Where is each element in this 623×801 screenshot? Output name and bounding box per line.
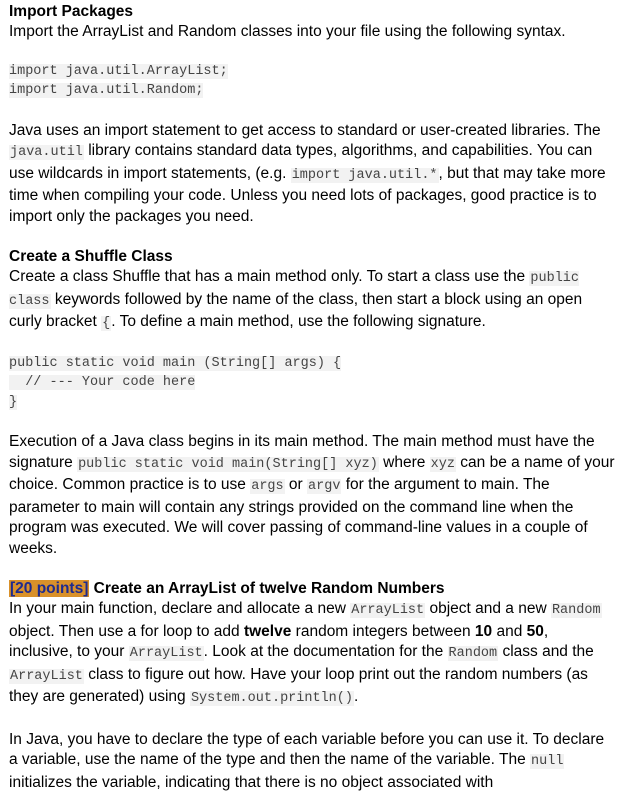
inline-code: args xyxy=(251,479,284,494)
code-line: import java.util.Random; xyxy=(9,83,204,98)
code-line: // --- Your code here xyxy=(9,375,196,390)
code-line: import java.util.ArrayList; xyxy=(9,63,228,79)
section-title-shuffle-class: Create a Shuffle Class xyxy=(9,248,173,265)
inline-code: java.util xyxy=(10,145,83,160)
main-method-explanation: Execution of a Java class begins in its main method. The main method must have the signature public static void main(String[] xyz) where xyz can be a name of your choice. Common practice is to use args or argv for the argument to main. The parameter to main will contain any strings provided on the command line when the program was executed. We will cover passing of command-line values in a couple of weeks. xyxy=(9,433,615,557)
section-title-arraylist: [20 points] Create an ArrayList of twelve Random Numbers xyxy=(10,580,445,597)
inline-code: { xyxy=(102,316,111,331)
import-code-block xyxy=(9,62,615,101)
code-line: } xyxy=(9,394,18,410)
declaration-explanation: In Java, you have to declare the type of each variable before you can use it. To declare a variable, use the name of the type and then the name of the variable. The null initializes the variable, indicating that there is no object associated with xyxy=(9,730,605,791)
inline-code: System.out.println() xyxy=(190,691,353,706)
inline-code: null xyxy=(531,754,564,769)
inline-code: Random xyxy=(448,646,498,661)
inline-code: import java.util.* xyxy=(291,167,438,183)
import-intro: Import the ArrayList and Random classes into your file using the following syntax. xyxy=(9,23,566,40)
inline-code: ArrayList xyxy=(10,668,83,684)
import-explanation: Java uses an import statement to get access to standard or user-created libraries. The java.util library contains standard data types, algorithms, and capabilities. You can use wildcards in import statements, (e.g. import java.util.*, but that may take more time when compiling your code. Unless you need lots of packages, good practice is to import only the packages you need. xyxy=(9,121,606,225)
main-method-code-block xyxy=(9,354,615,413)
inline-code: public static void main(String[] xyz) xyxy=(78,456,378,472)
code-line: public static void main (String[] args) { xyxy=(9,355,342,371)
inline-code: public class xyxy=(9,271,580,309)
inline-code: Random xyxy=(551,603,601,618)
inline-code: ArrayList xyxy=(351,603,425,618)
arraylist-instructions: In your main function, declare and allocate a new ArrayList object and a new Random object. Then use a for loop to add twelve random integers between 10 and 50, inclusive, to your ArrayList. Look at the documentation for the Random class and the ArrayList class to figure out how. Have your loop print out the random numbers (as they are generated) using System.out.println(). xyxy=(9,600,601,706)
inline-code: xyz xyxy=(430,456,455,472)
shuffle-instructions: Create a class Shuffle that has a main method only. To start a class use the public class keywords followed by the name of the class, then start a block using an open curly bracket {. To define a main method, use the following signature. xyxy=(9,268,583,331)
points-badge: [20 points] xyxy=(10,580,89,597)
inline-code: ArrayList xyxy=(129,646,203,661)
inline-code: argv xyxy=(308,479,341,494)
section-title-import-packages: Import Packages xyxy=(9,3,134,20)
